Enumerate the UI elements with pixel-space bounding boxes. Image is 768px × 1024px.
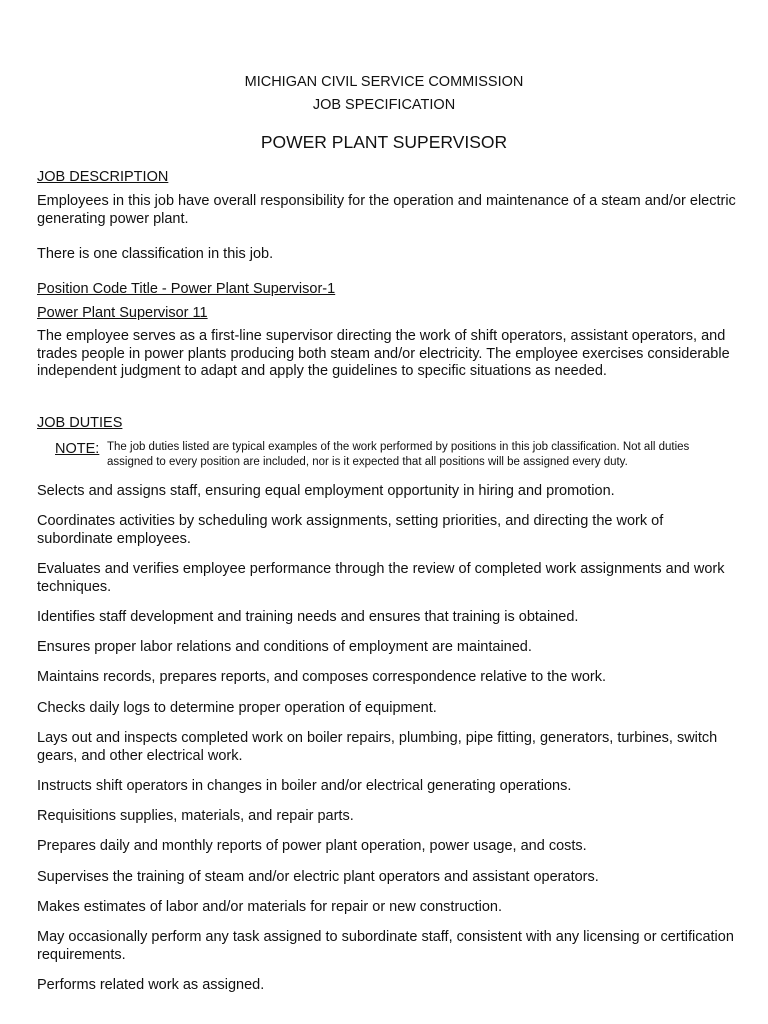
- position-code-title: Position Code Title - Power Plant Supervisor-1: [37, 281, 336, 297]
- job-duties-heading: JOB DUTIES: [37, 415, 123, 431]
- classification-note: There is one classification in this job.: [37, 246, 274, 262]
- duties-list: [37, 483, 737, 1007]
- duty-item: Checks daily logs to determine proper operation of equipment.: [37, 699, 437, 716]
- duty-item: Ensures proper labor relations and conditions of employment are maintained.: [37, 639, 532, 656]
- level-description: The employee serves as a first-line supervisor directing the work of shift operators, assistant operators, and trades people in power plants producing both steam and/or electricity. The employee exercises considerable independent judgment to adapt and apply the guidelines to specific situations as needed.: [37, 328, 730, 379]
- note-text: The job duties listed are typical examples of the work performed by positions in this job classification. Not all duties assigned to every position are included, nor is it expected that all positions will be assigned every duty.: [107, 441, 690, 468]
- agency-name: MICHIGAN CIVIL SERVICE COMMISSION: [244, 74, 524, 90]
- page-title: POWER PLANT SUPERVISOR: [260, 132, 508, 152]
- duty-item: Maintains records, prepares reports, and composes correspondence relative to the work.: [37, 669, 607, 686]
- duty-item: Instructs shift operators in changes in boiler and/or electrical generating operations.: [37, 777, 572, 794]
- job-description-text: Employees in this job have overall responsibility for the operation and maintenance of a steam and/or electric generating power plant.: [37, 193, 736, 227]
- duty-item: May occasionally perform any task assigned to subordinate staff, consistent with any licensing or certification requirements.: [37, 929, 734, 963]
- duty-item: Selects and assigns staff, ensuring equal employment opportunity in hiring and promotion.: [37, 483, 615, 499]
- duty-item: Makes estimates of labor and/or materials for repair or new construction.: [37, 899, 503, 916]
- duty-item: Evaluates and verifies employee performance through the review of completed work assignments and work techniques.: [37, 561, 725, 595]
- duty-item: Performs related work as assigned.: [37, 977, 265, 994]
- note-label: NOTE:: [55, 441, 100, 457]
- job-description-heading: JOB DESCRIPTION: [37, 169, 169, 185]
- duty-item: Coordinates activities by scheduling work assignments, setting priorities, and directing the work of subordinate employees.: [37, 513, 664, 547]
- duty-item: Supervises the training of steam and/or electric plant operators and assistant operators.: [37, 868, 599, 885]
- duty-item: Lays out and inspects completed work on boiler repairs, plumbing, pipe fitting, generators, turbines, switch gears, and other electrical work.: [37, 730, 718, 764]
- duty-item: Prepares daily and monthly reports of power plant operation, power usage, and costs.: [37, 838, 587, 855]
- document-type: JOB SPECIFICATION: [312, 97, 456, 113]
- duty-item: Requisitions supplies, materials, and repair parts.: [37, 808, 354, 825]
- level-heading: Power Plant Supervisor 11: [37, 305, 208, 321]
- duty-item: Identifies staff development and training needs and ensures that training is obtained.: [37, 608, 579, 625]
